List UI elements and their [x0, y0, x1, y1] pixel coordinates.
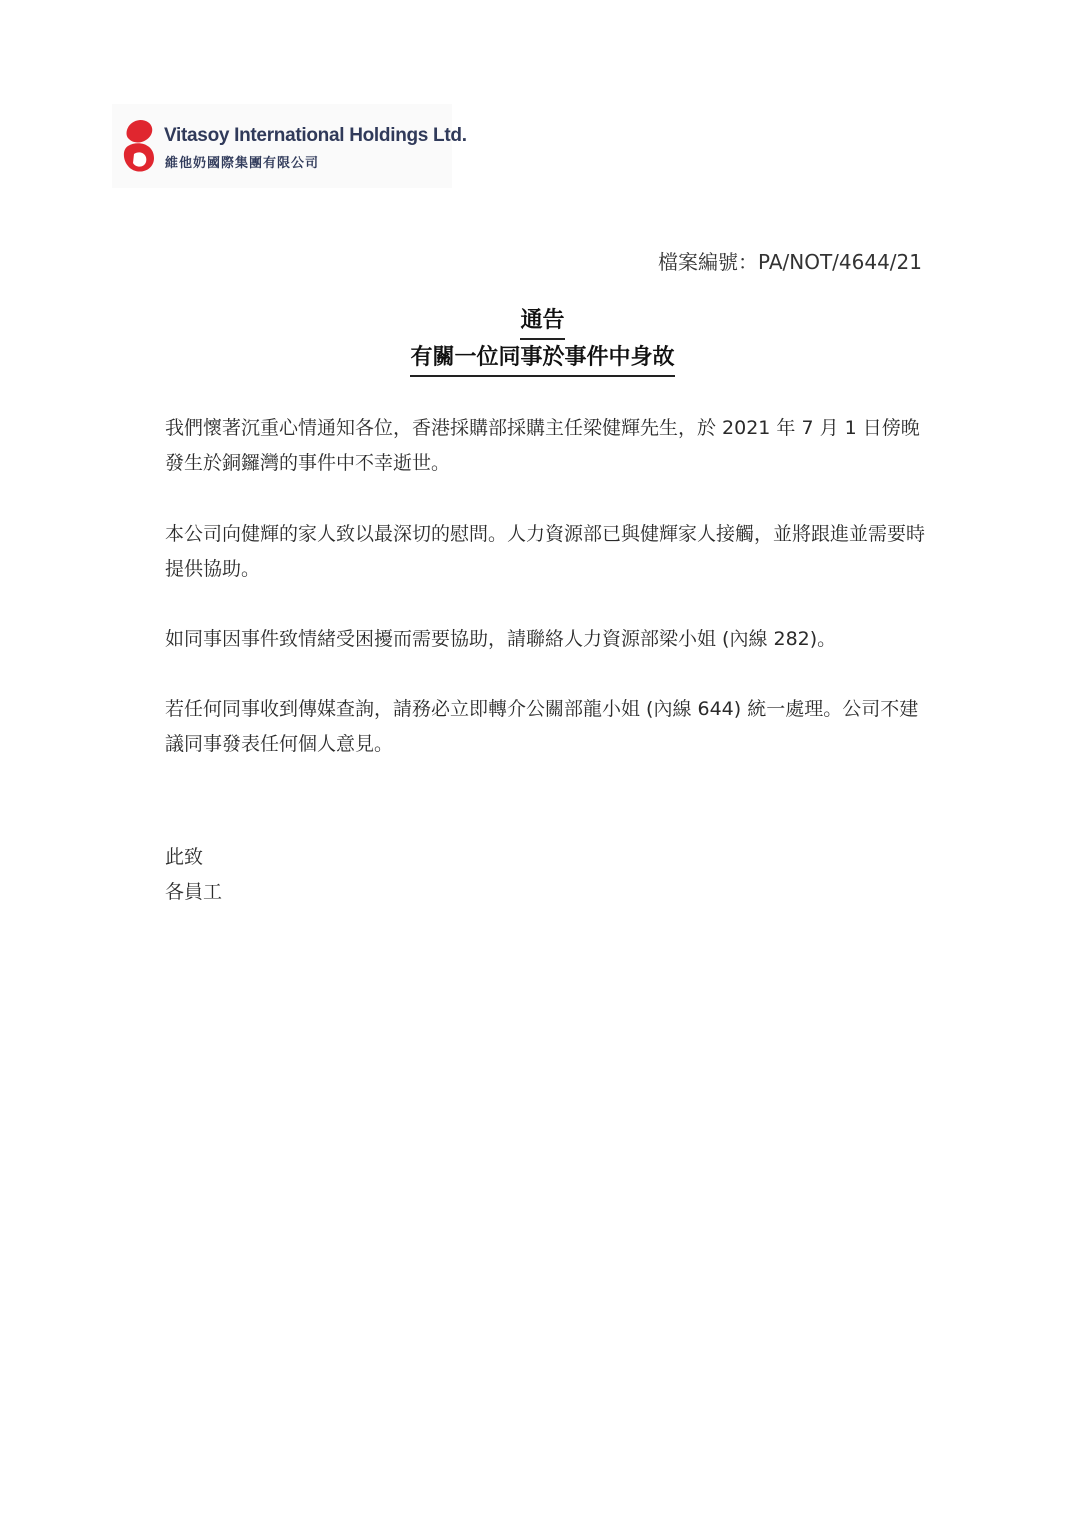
closing-recipients: 各員工: [165, 881, 223, 903]
paragraph-condolence: 本公司向健輝的家人致以最深切的慰問。人力資源部已與健輝家人接觸，並將跟進並需要時提供協助。: [165, 523, 926, 580]
notice-title-text: 通告: [520, 303, 564, 340]
file-reference: 檔案編號：PA/NOT/4644/21: [658, 250, 922, 274]
paragraph-announcement: 我們懷著沉重心情通知各位，香港採購部採購主任梁健輝先生，於 2021 年 7 月 1 日傍晚發生於銅鑼灣的事件中不幸逝世。: [165, 417, 920, 474]
vitasoy-logo-icon: [120, 116, 160, 176]
paragraph-support-contact: 如同事因事件致情緒受困擾而需要協助，請聯絡人力資源部梁小姐 (內線 282)。: [165, 628, 837, 650]
company-name-en: Vitasoy International Holdings Ltd.: [164, 125, 467, 146]
notice-title: [0, 303, 1080, 340]
closing-salutation: 此致: [165, 846, 204, 868]
paragraph-media-inquiry: 若任何同事收到傳媒查詢，請務必立即轉介公關部龍小姐 (內線 644) 統一處理。公司不建議同事發表任何個人意見。: [165, 698, 919, 755]
company-logo: [112, 104, 467, 188]
company-name-zh: 維他奶國際集團有限公司: [165, 156, 320, 171]
notice-subtitle-text: 有關一位同事於事件中身故: [410, 340, 674, 377]
notice-subtitle: [0, 340, 1080, 377]
